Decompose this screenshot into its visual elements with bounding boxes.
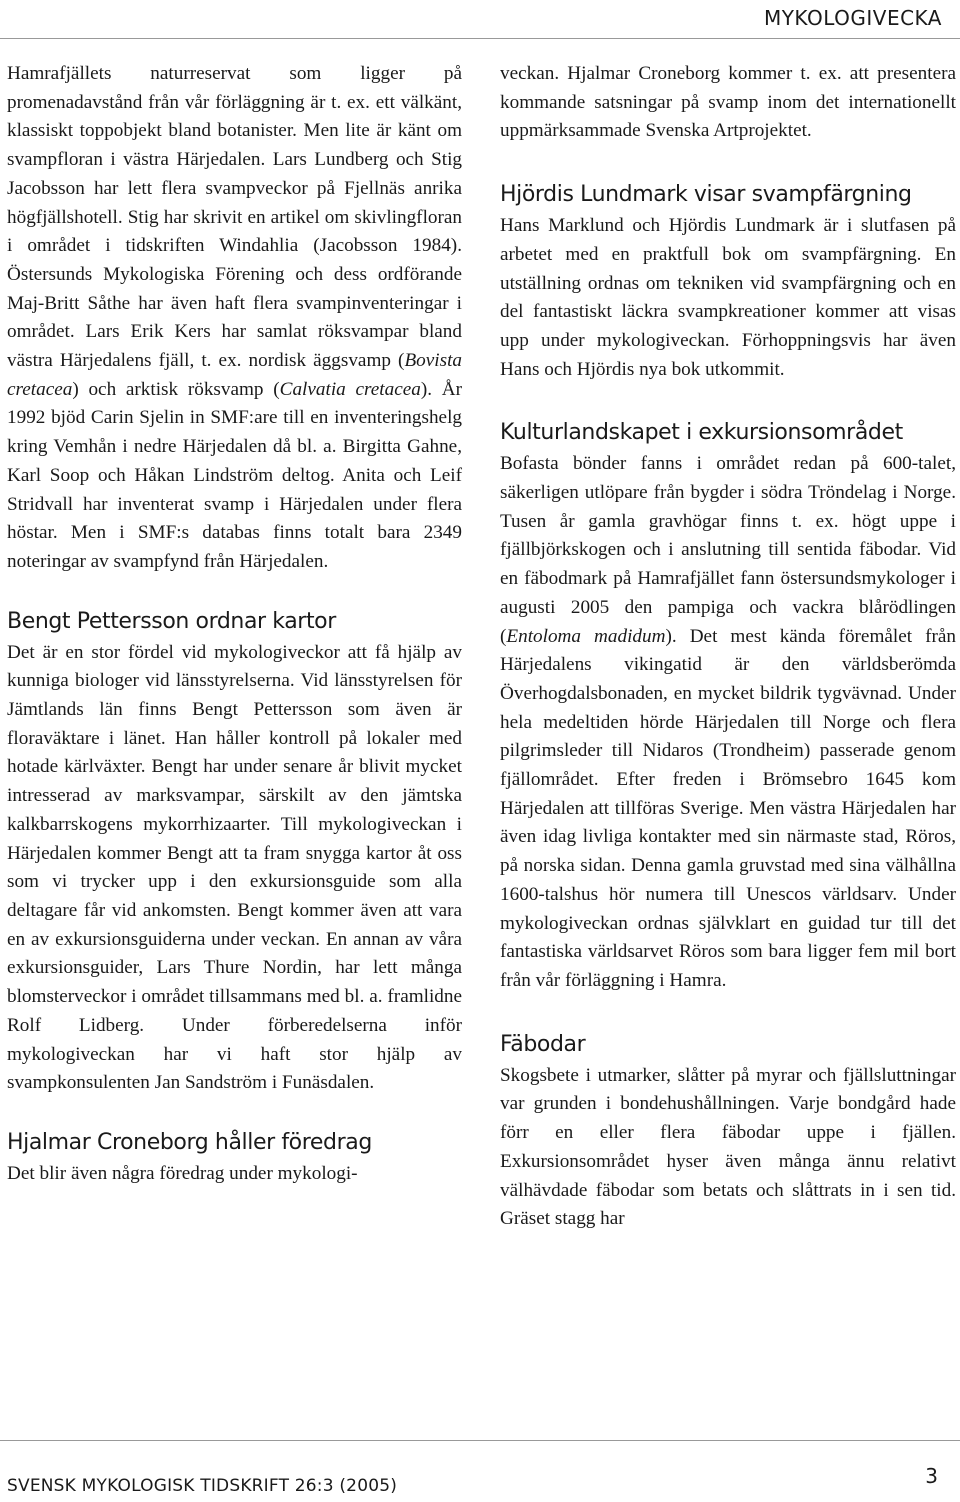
heading-fabodar: Fäbodar	[500, 1031, 586, 1057]
left-column	[7, 60, 462, 1189]
hjalmar-paragraph: Det blir även några föredrag under mykologi-	[7, 1162, 358, 1184]
journal-citation: SVENSK MYKOLOGISK TIDSKRIFT 26:3 (2005)	[7, 1476, 398, 1496]
running-head: MYKOLOGIVECKA	[763, 6, 942, 30]
heading-kulturlandskapet: Kulturlandskapet i exkursionsområdet	[500, 420, 903, 446]
page-number: 3	[925, 1464, 938, 1488]
kultur-paragraph: Bofasta bönder fanns i området redan på 600-talet, säkerligen utlöpare från bygder i södra Tröndelag i Norge. Tusen år gamla gravhögar finns t. ex. högt uppe i fjällbjörkskogen och i anslutning till sentida fäbodar. Vid en fäbodmark på Hamrafjället fann östersundsmykologer i augusti 2005 den pampiga och vackra blårödlingen (Entoloma madidum). Det mest kända föremålet från Härjedalens vikingatid är den världsberömda Överhogdalsbonaden, en mycket bildrik tygvävnad. Under hela medeltiden hörde Härjedalen till Norge och flera pilgrimsleder till Nidaros (Trondheim) passerade genom fjällområdet. Efter freden i Brömsebro 1645 kom Härjedalen att tillföras Sverige. Men västra Härjedalen har även idag livliga kontakter med sin närmaste stad, Röros, på norska sidan. Denna gamla gruvstad med sina välhållna 1600-talshus hör numera till Unescos världsarv. Under mykologiveckan ordnas självklart en guidad tur till det fantastiska världsarvet Röros som bara ligger fem mil bort från vår förläggning i Hamra.	[500, 453, 956, 991]
right-column	[500, 60, 956, 1234]
intro-paragraph: Hamrafjällets naturreservat som ligger på promenadavstånd från vår förläggning är t. ex. ett välkänt, klassiskt toppobjekt bland botanister. Men lite är känt om svampfloran i västra Härjedalen. Lars Lundberg och Stig Jacobsson har lett flera svampveckor på Fjellnäs anrika högfjällshotell. Stig har skrivit en artikel om skivlingfloran i området i tidskriften Windahlia (Jacobsson 1984). Östersunds Mykologiska Förening och dess ordförande Maj-Britt Såthe har även haft flera svampinventeringar i området. Lars Erik Kers har samlat röksvampar bland västra Härjedalens fjäll, t. ex. nordisk äggsvamp (Bovista cretacea) och arktisk röksvamp (Calvatia cretacea). År 1992 bjöd Carin Sjelin in SMF:are till en inventeringshelg kring Vemhån i nedre Härjedalen då bl. a. Birgitta Gahne, Karl Soop och Håkan Lindström deltog. Anita och Leif Stridvall har inventerat svamp i Härjedalen under flera höstar. Men i SMF:s databas finns totalt bara 2349 noteringar av svampfynd från Härjedalen.	[7, 63, 462, 572]
heading-hjordis-lundmark: Hjördis Lundmark visar svampfärgning	[500, 182, 912, 208]
footer-rule	[0, 1440, 960, 1441]
continued-paragraph: veckan. Hjalmar Croneborg kommer t. ex. att presentera kommande satsningar på svamp inom det internationellt uppmärksammade Svenska Artprojektet.	[500, 63, 956, 142]
bengt-paragraph: Det är en stor fördel vid mykologiveckor att få hjälp av kunniga biologer vid länsstyrelserna. Vid länsstyrelsen för Jämtlands län finns Bengt Pettersson som även är floraväktare i länet. Han håller kontroll på lokaler med hotade kärlväxter. Bengt har under senare år blivit mycket intresserad av marksvampar, särskilt av den jämtska kalkbarrskogens mykorrhizaarter. Till mykologiveckan i Härjedalen kommer Bengt att ta fram snygga kartor åt oss som vi trycker upp i den exkursionsguide som alla deltagare får vid ankomsten. Bengt kommer även att vara en av exkursionsguiderna under veckan. En annan av våra exkursionsguider, Lars Thure Nordin, har lett många blomsterveckor i området tillsammans med bl. a. framlidne Rolf Lidberg. Under förberedelserna inför mykologiveckan har vi haft stor hjälp av svampkonsulenten Jan Sandström i Funäsdalen.	[7, 641, 462, 1094]
header-bar	[0, 0, 960, 39]
fabodar-paragraph: Skogsbete i utmarker, slåtter på myrar och fjällsluttningar var grunden i bondehushållningen. Varje bondgård hade förr en eller flera fäbodar uppe i fjällen. Exkursionsområdet hyser även många ännu relativt välhävdade fäbodar som betats och slåttrats in i sen tid. Gräset stagg har	[500, 1064, 956, 1230]
heading-bengt-pettersson: Bengt Pettersson ordnar kartor	[7, 608, 336, 634]
hjordis-paragraph: Hans Marklund och Hjördis Lundmark är i slutfasen på arbetet med en praktfull bok om svampfärgning. En utställning ordnas om tekniken vid svampfärgning och en del fantastiskt läckra svampkreationer kommer att visas upp under mykologiveckan. Förhoppningsvis har även Hans och Hjördis nya bok utkommit.	[500, 215, 956, 380]
heading-hjalmar-croneborg: Hjalmar Croneborg håller föredrag	[7, 1129, 372, 1155]
